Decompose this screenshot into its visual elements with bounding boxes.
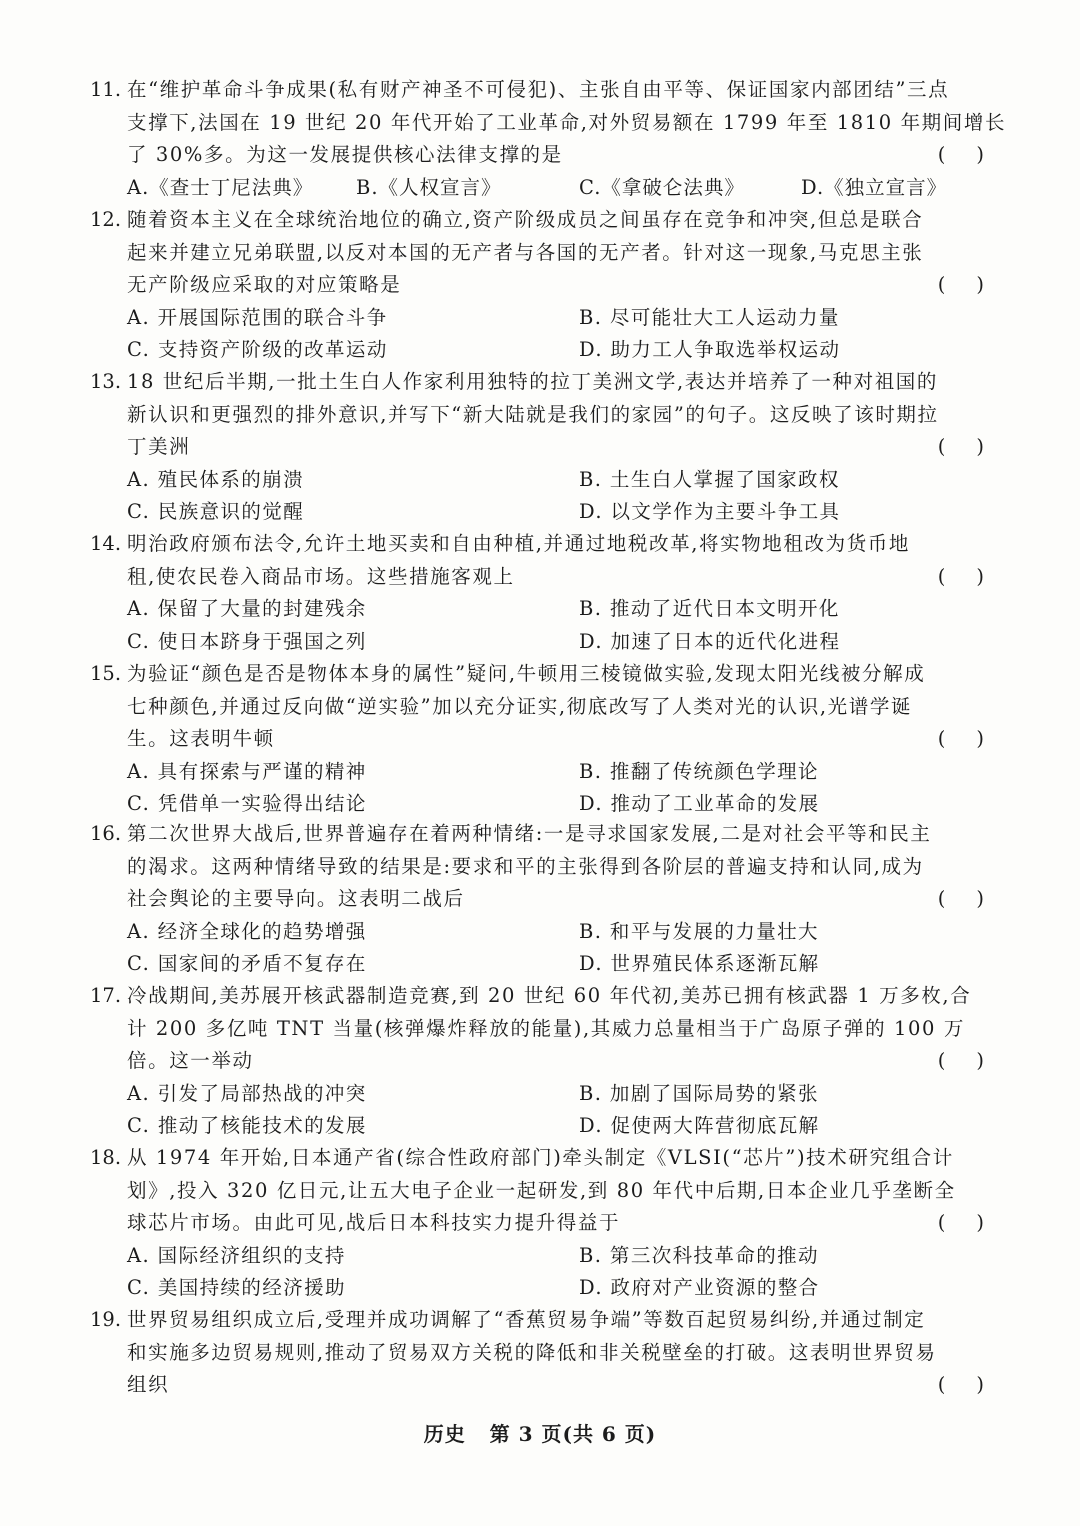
question-11 <box>90 74 1007 204</box>
option-b: B. 推翻了传统颜色学理论 <box>579 759 819 783</box>
options-row <box>90 334 990 367</box>
option-d: D. 世界殖民体系逐渐瓦解 <box>579 952 820 975</box>
option-c: C. 支持资产阶级的改革运动 <box>127 338 388 361</box>
stem-line: 15. 为验证“颜色是否是物体本身的属性”疑问,牛顿用三棱镜做实验,发现太阳光线被分解成 <box>90 658 990 691</box>
option-a: A. 殖民体系的崩溃 <box>127 467 304 491</box>
question-13 <box>90 366 990 529</box>
option-b: B. 加剧了国际局势的紧张 <box>579 1081 819 1105</box>
answer-bracket: ( ) <box>937 564 984 588</box>
option-d: D. 推动了工业革命的发展 <box>579 792 820 815</box>
stem-line: 起来并建立兄弟联盟,以反对本国的无产者与各国的无产者。针对这一现象,马克思主张 <box>127 240 924 264</box>
stem-line: 19. 世界贸易组织成立后,受理并成功调解了“香蕉贸易争端”等数百起贸易纠纷,并通过制定 <box>90 1304 990 1337</box>
stem-line: 12. 随着资本主义在全球统治地位的确立,资产阶级成员之间虽存在竞争和冲突,但总是联合 <box>90 204 990 237</box>
options-row <box>90 788 990 821</box>
question-number: 16. <box>90 822 122 845</box>
question-15 <box>90 658 990 821</box>
options-row <box>90 593 990 626</box>
option-a: A. 经济全球化的趋势增强 <box>127 919 367 943</box>
answer-bracket: ( ) <box>937 727 984 750</box>
stem-line: 13. 18 世纪后半期,一批土生白人作家利用独特的拉丁美洲文学,表达并培养了一种对祖国的 <box>90 366 990 399</box>
stem-line: 计 200 多亿吨 TNT 当量(核弹爆炸释放的能量),其威力总量相当于广岛原子弹的 100 万 <box>127 1016 965 1040</box>
stem-line: 16. 第二次世界大战后,世界普遍存在着两种情绪:一是寻求国家发展,二是对社会平等和民主 <box>90 818 990 851</box>
stem-line: 14. 明治政府颁布法令,允许土地买卖和自由种植,并通过地税改革,将实物地租改为货币地 <box>90 528 990 561</box>
answer-bracket: ( ) <box>937 143 984 166</box>
stem-line: 社会舆论的主要导向。这表明二战后 ( ) <box>90 883 990 916</box>
option-c: C. 推动了核能技术的发展 <box>127 1114 367 1137</box>
option-b: B. 尽可能壮大工人运动力量 <box>579 305 840 329</box>
option-c: C. 凭借单一实验得出结论 <box>127 792 367 815</box>
question-number: 18. <box>90 1146 122 1169</box>
options-row <box>90 496 990 529</box>
question-14 <box>90 528 990 658</box>
option-b: B. 土生白人掌握了国家政权 <box>579 467 840 491</box>
answer-bracket: ( ) <box>937 1049 984 1072</box>
option-c: C. 使日本跻身于强国之列 <box>127 629 367 653</box>
option-c: C. 民族意识的觉醒 <box>127 500 305 523</box>
options-row <box>90 626 990 659</box>
answer-bracket: ( ) <box>937 273 984 296</box>
stem-line: 新认识和更强烈的排外意识,并写下“新大陆就是我们的家园”的句子。这反映了该时期拉 <box>127 402 939 426</box>
stem-line: 生。这表明牛顿 ( ) <box>90 723 990 756</box>
answer-bracket: ( ) <box>937 1211 984 1234</box>
option-a: A. 保留了大量的封建残余 <box>127 597 367 620</box>
answer-bracket: ( ) <box>937 435 984 458</box>
page-footer: 历史 第 3 页(共 6 页) <box>423 1422 657 1446</box>
stem-line: 无产阶级应采取的对应策略是 ( ) <box>90 269 990 302</box>
stem-line: 和实施多边贸易规则,推动了贸易双方关税的降低和非关税壁垒的打破。这表明世界贸易 <box>127 1340 937 1364</box>
option-d: D.《独立宣言》 <box>801 175 948 199</box>
stem-line: 丁美洲 ( ) <box>90 431 990 464</box>
option-b: B. 第三次科技革命的推动 <box>579 1243 819 1267</box>
question-number: 14. <box>90 532 122 555</box>
option-a: A. 引发了局部热战的冲突 <box>127 1081 367 1105</box>
stem-line: 11. 在“维护革命斗争成果(私有财产神圣不可侵犯)、主张自由平等、保证国家内部团结”三点 <box>90 74 990 107</box>
answer-bracket: ( ) <box>937 1373 984 1396</box>
stem-line: 七种颜色,并通过反向做“逆实验”加以充分证实,彻底改写了人类对光的认识,光谱学诞 <box>127 694 913 718</box>
question-number: 12. <box>90 208 122 231</box>
stem-line: 的渴求。这两种情绪导致的结果是:要求和平的主张得到各阶层的普遍支持和认同,成为 <box>127 854 924 878</box>
question-number: 13. <box>90 370 122 393</box>
option-a: A. 开展国际范围的联合斗争 <box>127 305 388 329</box>
question-12 <box>90 204 990 367</box>
option-d: D. 以文学作为主要斗争工具 <box>579 500 841 523</box>
options-row <box>90 302 990 335</box>
option-a: A.《查士丁尼法典》 <box>127 175 314 199</box>
option-d: D. 政府对产业资源的整合 <box>579 1276 820 1299</box>
stem-line: 了 30%多。为这一发展提供核心法律支撑的是 ( ) <box>90 139 990 172</box>
option-d: D. 助力工人争取选举权运动 <box>579 338 841 361</box>
option-b: B. 和平与发展的力量壮大 <box>579 919 819 943</box>
stem-line: 18. 从 1974 年开始,日本通产省(综合性政府部门)牵头制定《VLSI(“芯片”)技术研究组合计 <box>90 1142 990 1175</box>
question-number: 17. <box>90 984 122 1007</box>
options-row <box>90 1078 990 1111</box>
stem-line: 倍。这一举动 ( ) <box>90 1045 990 1078</box>
options-row <box>90 464 990 497</box>
options-row <box>90 1272 990 1305</box>
option-b: B.《人权宣言》 <box>356 175 502 199</box>
question-18 <box>90 1142 990 1305</box>
options-row <box>90 948 990 981</box>
option-d: D. 加速了日本的近代化进程 <box>579 629 841 653</box>
option-a: A. 国际经济组织的支持 <box>127 1243 346 1267</box>
question-19 <box>90 1304 990 1402</box>
stem-line: 17. 冷战期间,美苏展开核武器制造竞赛,到 20 世纪 60 年代初,美苏已拥有核武器 1 万多枚,合 <box>90 980 990 1013</box>
option-d: D. 促使两大阵营彻底瓦解 <box>579 1114 820 1137</box>
question-number: 15. <box>90 662 122 685</box>
options-row <box>90 172 990 205</box>
question-16 <box>90 818 990 981</box>
options-row <box>90 916 990 949</box>
options-row <box>90 756 990 789</box>
stem-line: 组织 ( ) <box>90 1369 990 1402</box>
option-b: B. 推动了近代日本文明开化 <box>579 597 840 620</box>
option-c: C. 美国持续的经济援助 <box>127 1276 346 1299</box>
stem-line: 球芯片市场。由此可见,战后日本科技实力提升得益于 ( ) <box>90 1207 990 1240</box>
option-a: A. 具有探索与严谨的精神 <box>127 759 367 783</box>
stem-line: 支撑下,法国在 19 世纪 20 年代开始了工业革命,对外贸易额在 1799 年至 1810 年期间增长 <box>127 110 1007 134</box>
options-row <box>90 1240 990 1273</box>
answer-bracket: ( ) <box>937 887 984 910</box>
option-c: C.《拿破仑法典》 <box>579 175 745 199</box>
stem-line: 租,使农民卷入商品市场。这些措施客观上 ( ) <box>90 561 990 594</box>
question-number: 11. <box>90 78 122 101</box>
stem-line: 划》,投入 320 亿日元,让五大电子企业一起研发,到 80 年代中后期,日本企业几乎垄断全 <box>127 1178 956 1202</box>
question-number: 19. <box>90 1308 122 1331</box>
options-row <box>90 1110 990 1143</box>
question-17 <box>90 980 990 1143</box>
option-c: C. 国家间的矛盾不复存在 <box>127 952 367 975</box>
